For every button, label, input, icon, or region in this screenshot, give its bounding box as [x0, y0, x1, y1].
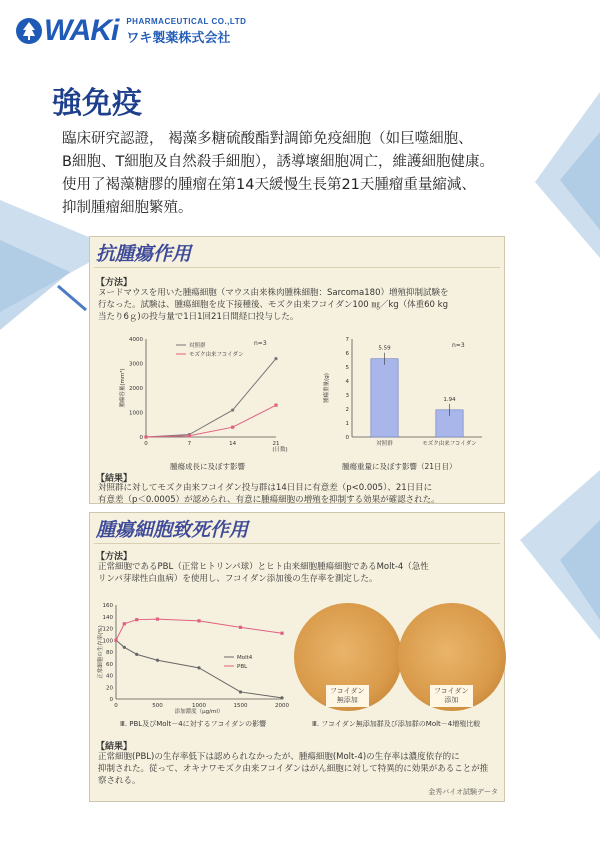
- source-note: 金秀バイオ試験データ: [428, 788, 498, 796]
- method-line: 正常細胞であるPBL（正常ヒトリンパ球）とヒト由来細胞腫瘍細胞であるMolt-4（急性: [98, 562, 429, 572]
- data-point: [156, 618, 159, 621]
- bar: [371, 359, 398, 437]
- x-tick-label: 1500: [233, 703, 248, 709]
- y-tick-label: 60: [106, 661, 113, 668]
- photo-label: フコイダン 添加: [430, 685, 473, 707]
- method-line: ヌードマウスを用いた腫瘍細胞（マウス由来株肉腫株細胞：Sarcoma180）増殖抑制試験を: [98, 288, 449, 298]
- company-name: [126, 17, 246, 46]
- logo-wordmark: WAKi: [44, 14, 119, 47]
- company-name-jp: ワキ製薬株式会社: [126, 30, 231, 46]
- result-line: 察される。: [98, 776, 141, 786]
- result-heading: 【結果】: [96, 742, 133, 752]
- method-line: 当たり6ｇ)の投与量で1日1回21日間経口投与した。: [98, 312, 299, 322]
- method-heading: 【方法】: [96, 278, 133, 288]
- y-tick-label: 160: [102, 603, 113, 609]
- data-point: [239, 626, 242, 629]
- data-point: [114, 639, 117, 642]
- photo-caption: Ⅲ. フコイダン無添加群及び添加群のMolt－4増殖比較: [312, 720, 481, 728]
- chart-caption: Ⅲ. PBL及びMolt－4に対するフコイダンの影響: [120, 720, 267, 728]
- intro-line: 使用了褐藻糖膠的腫瘤在第14天緩慢生長第21天腫瘤重量縮減、: [62, 177, 476, 193]
- y-tick-label: 1000: [129, 410, 143, 417]
- method-line: 行なった。試験は、腫瘍細胞を皮下接種後、モズク由来フコイダン100 ㎎／kg（体重60 kg: [98, 300, 448, 310]
- panel-title: 腫瘍細胞致死作用: [96, 519, 249, 541]
- survival-rate-chart: [94, 597, 290, 715]
- method-line: リンパ芽球性白血病）を使用し、フコイダン添加後の生存率を測定した。: [98, 574, 378, 584]
- x-tick-label: 1000: [192, 703, 206, 709]
- data-point: [123, 646, 126, 649]
- y-tick-label: 1: [345, 421, 349, 427]
- data-point: [123, 622, 126, 625]
- company-logo: [16, 14, 246, 48]
- y-tick-label: 80: [106, 650, 113, 656]
- chart-caption: 腫瘍成長に及ぼす影響: [170, 462, 245, 471]
- x-tick-label: 0: [114, 703, 118, 709]
- tumor-weight-chart: [312, 329, 492, 455]
- y-tick-label: 6: [345, 351, 349, 357]
- y-tick-label: 100: [102, 638, 113, 645]
- logo-emblem-icon: [16, 18, 42, 44]
- y-tick-label: 120: [102, 626, 113, 633]
- method-heading: 【方法】: [96, 552, 133, 562]
- chart-caption: 腫瘍重量に及ぼす影響（21日目）: [342, 462, 457, 471]
- result-text: [98, 482, 496, 506]
- data-point: [239, 690, 242, 693]
- result-text: [98, 751, 496, 787]
- x-axis-label: (日数): [272, 447, 288, 453]
- legend-label: PBL: [237, 664, 248, 670]
- antitumor-panel: [89, 236, 505, 504]
- y-axis-label: 腫瘍容量(mm³): [120, 368, 126, 408]
- data-label: 5.59: [378, 345, 391, 352]
- x-tick-label: 7: [187, 441, 192, 447]
- tumor-growth-chart: [96, 329, 296, 455]
- data-point: [156, 659, 159, 662]
- series-line: [146, 359, 276, 437]
- y-tick-label: 3: [345, 393, 349, 399]
- x-tick-label: 14: [229, 441, 237, 447]
- x-tick-label: モズク由来フコイダン: [422, 441, 477, 447]
- data-label: 1.94: [443, 396, 456, 403]
- y-tick-label: 2: [345, 407, 349, 413]
- y-tick-label: 40: [106, 673, 113, 680]
- annotation: n=3: [254, 340, 267, 347]
- data-point: [135, 618, 138, 621]
- x-tick-label: 21: [272, 441, 280, 447]
- result-line: 抑制された。従って、オキナワモズク由来フコイダンはがん細胞に対して特異的に効果があることが推: [98, 764, 489, 774]
- legend-label: 対照群: [189, 343, 206, 349]
- data-point: [280, 696, 283, 699]
- y-tick-label: 3000: [129, 361, 143, 368]
- divider: [94, 543, 500, 544]
- method-text: [98, 287, 496, 323]
- data-point: [231, 426, 234, 429]
- data-point: [188, 434, 191, 437]
- y-tick-label: 0: [345, 435, 349, 441]
- y-tick-label: 0: [109, 697, 113, 703]
- result-heading: 【結果】: [96, 474, 133, 484]
- x-tick-label: 0: [144, 441, 148, 447]
- y-axis-label: 正常細胞の生存率(%): [98, 625, 104, 679]
- intro-paragraph: [62, 128, 532, 220]
- data-point: [144, 435, 147, 438]
- y-tick-label: 20: [106, 685, 113, 692]
- result-line: 有意差（p＜0.0005）が認められ、有意に腫瘍細胞の増殖を抑制する効果が確認された。: [98, 495, 440, 505]
- x-tick-label: 対照群: [376, 441, 393, 447]
- result-line: 正常細胞(PBL)の生存率低下は認められなかったが、腫瘍細胞(Molt-4)の生存率は濃度依存的に: [98, 752, 460, 762]
- y-tick-label: 4: [345, 379, 349, 385]
- cytotoxicity-panel: [89, 512, 505, 802]
- data-point: [197, 666, 200, 669]
- y-tick-label: 0: [139, 435, 143, 441]
- data-point: [274, 404, 277, 407]
- y-tick-label: 2000: [129, 386, 143, 392]
- x-axis-label: 添加濃度（μg/ml）: [174, 709, 224, 715]
- page-title: 強免疫: [52, 86, 142, 121]
- photo-label: フコイダン 無添加: [326, 685, 369, 707]
- y-tick-label: 7: [345, 337, 349, 343]
- data-point: [197, 619, 200, 622]
- divider: [94, 267, 500, 268]
- legend-label: モズク由来フコイダン: [189, 352, 244, 358]
- legend-label: Molt4: [237, 655, 253, 661]
- company-name-en: PHARMACEUTICAL CO.,LTD: [126, 16, 247, 26]
- data-point: [231, 408, 234, 411]
- panel-title: 抗腫瘍作用: [96, 243, 192, 265]
- x-tick-label: 2000: [275, 703, 289, 709]
- data-point: [274, 357, 277, 360]
- y-tick-label: 140: [102, 614, 113, 621]
- annotation: n=3: [452, 342, 465, 349]
- intro-line: 臨床研究認證， 褐藻多糖硫酸酯對調節免疫細胞（如巨噬細胞、: [62, 131, 473, 147]
- intro-line: B細胞、T細胞及自然殺手細胞），誘導壞細胞凋亡，維護細胞健康。: [62, 154, 495, 170]
- y-axis-label: 腫瘍重量(g): [324, 373, 330, 403]
- data-point: [135, 653, 138, 656]
- data-point: [280, 632, 283, 635]
- y-tick-label: 5: [345, 365, 349, 371]
- y-tick-label: 4000: [129, 337, 143, 343]
- series-line: [146, 405, 276, 437]
- x-tick-label: 500: [152, 703, 163, 709]
- result-line: 対照群に対してモズク由来フコイダン投与群は14日目に有意差（p<0.005）、21日目に: [98, 483, 433, 493]
- method-text: [98, 561, 496, 585]
- intro-line: 抑制腫瘤細胞繁殖。: [62, 200, 193, 216]
